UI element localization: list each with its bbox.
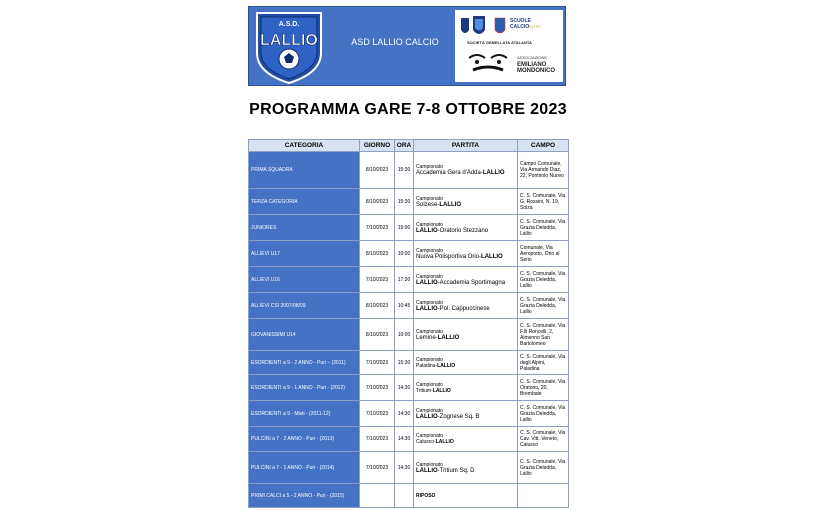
team-lallio: LALLIO — [435, 439, 454, 445]
table-row — [249, 401, 569, 427]
cell-giorno: 8/10/2023 — [360, 152, 395, 189]
cell-ora: 14:30 — [395, 427, 414, 452]
team-away: -Zognese Sq. B — [437, 413, 480, 420]
cell-campo: C. S. Comunale, Via Oratorio, 20, Brembate — [518, 375, 569, 401]
cell-riposo: RIPOSO — [414, 484, 518, 508]
match-teams — [416, 388, 515, 394]
team-lallio: LALLIO — [437, 334, 460, 341]
cell-categoria: PRIMI CALCI a 5 - 2 ANNO - Puri - (2015) — [249, 484, 360, 508]
team-home: Nuova Polisportiva Orio- — [416, 253, 482, 260]
match-type: Campionato — [416, 356, 443, 363]
cell-campo: C. S. Comunale, Via Grazia Deledda, Lallio — [518, 215, 569, 241]
cell-categoria: GIOVANISSIMI U14 — [249, 319, 360, 351]
cell-categoria: ALLIEVI U16 — [249, 267, 360, 293]
match-type: Campionato — [416, 164, 443, 170]
partner-logos — [455, 10, 563, 82]
cell-campo: C. S. Comunale, Via Grazia Deledda, Lallio — [518, 293, 569, 319]
page-title: PROGRAMMA GARE 7-8 OTTOBRE 2023 — [249, 101, 567, 118]
match-type: Campionato — [416, 433, 443, 439]
cell-ora: 15:30 — [395, 152, 414, 189]
cell-partita — [414, 452, 518, 484]
table-row — [249, 189, 569, 215]
team-home: Calusco- — [416, 439, 436, 445]
team-away: -Accademia Sportimagna — [437, 279, 506, 286]
team-lallio: LALLIO — [416, 413, 438, 420]
cell-categoria: ESORDIENTI a 9 - 1 ANNO - Puri - (2012) — [249, 375, 360, 401]
cell-giorno: 7/10/2023 — [360, 452, 395, 484]
cell-partita — [414, 241, 518, 267]
col-header-campo: CAMPO — [518, 140, 569, 152]
club-name: ASD LALLIO CALCIO — [351, 37, 439, 47]
cell-categoria: ESORDIENTI a 9 - Misti - (2011-12) — [249, 401, 360, 427]
club-crest-logo — [251, 9, 327, 85]
cell-ora: 14:30 — [395, 452, 414, 484]
table-row — [249, 484, 569, 508]
cell-partita — [414, 152, 518, 189]
team-home: Lemine- — [416, 334, 438, 341]
match-type: Campionato — [416, 407, 443, 414]
cell-giorno: 7/10/2023 — [360, 267, 395, 293]
cell-giorno: 8/10/2023 — [360, 241, 395, 267]
cell-giorno: 7/10/2023 — [360, 375, 395, 401]
table-row — [249, 293, 569, 319]
gemellata-label: SOCIETÀ GEMELLATA ATALANTA — [467, 40, 532, 45]
match-teams — [416, 439, 515, 445]
cell-ora: 17:30 — [395, 267, 414, 293]
table-row — [249, 152, 569, 189]
match-teams — [416, 468, 515, 474]
cell-ora: 15:30 — [395, 189, 414, 215]
cell-ora: 15:30 — [395, 351, 414, 375]
table-row — [249, 375, 569, 401]
match-type: Campionato — [416, 273, 443, 280]
cell-campo: C. S. Comunale, Via Grazia Deledda, Lallio — [518, 452, 569, 484]
table-row — [249, 215, 569, 241]
match-type: Campionato — [416, 299, 443, 306]
team-lallio: LALLIO — [432, 387, 451, 394]
cell-partita — [414, 267, 518, 293]
team-lallio: LALLIO — [416, 305, 438, 312]
cell-campo: C. S. Comunale, Via Grazia Deledda, Lallio — [518, 267, 569, 293]
cell-categoria: JUNIORES — [249, 215, 360, 241]
cell-categoria: PRIMA SQUADRA — [249, 152, 360, 189]
table-row — [249, 319, 569, 351]
cell-ora: 10:00 — [395, 241, 414, 267]
match-type: Campionato — [416, 247, 443, 254]
cell-giorno: 7/10/2023 — [360, 351, 395, 375]
cell-ora: 14:30 — [395, 401, 414, 427]
cell-partita — [414, 189, 518, 215]
cell-campo — [518, 484, 569, 508]
cell-categoria: ESORDIENTI a 9 - 2 ANNO - Puri – (2011) — [249, 351, 360, 375]
cell-campo: C. S. Comunale, Via G. Rossini, N. 19, Solza — [518, 189, 569, 215]
col-header-partita: PARTITA — [414, 140, 518, 152]
match-teams — [416, 414, 515, 420]
team-away: -Tritium Sq. D — [437, 467, 475, 474]
cell-ora: 15:00 — [395, 215, 414, 241]
cell-categoria: ALLIEVI CSI 2007/08/09 — [249, 293, 360, 319]
cell-giorno: 7/10/2023 — [360, 401, 395, 427]
cell-partita — [414, 319, 518, 351]
match-teams — [416, 363, 515, 369]
cell-partita — [414, 215, 518, 241]
match-teams — [416, 170, 515, 176]
cell-partita — [414, 375, 518, 401]
team-home: Tritium- — [416, 387, 433, 394]
mondonico-face-logo — [463, 52, 513, 76]
table-row — [249, 267, 569, 293]
svg-text:LALLIO: LALLIO — [260, 32, 318, 49]
cell-ora: 10:00 — [395, 319, 414, 351]
cell-ora — [395, 484, 414, 508]
cell-categoria: TERZA CATEGORIA — [249, 189, 360, 215]
table-row — [249, 351, 569, 375]
team-lallio: LALLIO — [437, 362, 456, 369]
cell-campo: C. S. Comunale, Via Cav. Vitt. Veneto, Calusco — [518, 427, 569, 452]
svg-text:CALCIO: CALCIO — [510, 24, 530, 30]
cell-campo: C. S. Comunale, Via F.lli Roncelli, 2, Almenno San Bartolomeo — [518, 319, 569, 351]
match-type: Campionato — [416, 461, 443, 468]
svg-text:A.S.D.: A.S.D. — [278, 21, 300, 28]
col-header-giorno: GIORNO — [360, 140, 395, 152]
cell-categoria: ALLIEVI U17 — [249, 241, 360, 267]
cell-campo: C. S. Comunale, Via Grazia Deledda, Lallio — [518, 401, 569, 427]
cell-giorno: 8/10/2023 — [360, 293, 395, 319]
team-lallio: LALLIO — [416, 467, 438, 474]
cell-campo: C. S. Comunale, Via degli Alpini, Paladina — [518, 351, 569, 375]
team-lallio: LALLIO — [416, 227, 438, 234]
cell-partita — [414, 427, 518, 452]
cell-ora: 10:45 — [395, 293, 414, 319]
match-type: Campionato — [416, 221, 443, 228]
cell-ora: 14:30 — [395, 375, 414, 401]
team-home: Paladina- — [416, 362, 438, 369]
team-lallio: LALLIO — [481, 253, 503, 260]
table-row — [249, 427, 569, 452]
svg-text:SCUOLE: SCUOLE — [510, 18, 531, 24]
cell-categoria: PULCINI a 7 - 2 ANNO - Puri - (2013) — [249, 427, 360, 452]
schedule-table — [248, 139, 569, 508]
team-away: -Pol. Cappuccinese — [437, 305, 490, 312]
team-lallio: LALLIO — [482, 170, 505, 176]
match-type: Campionato — [416, 195, 443, 202]
cell-giorno: 8/10/2023 — [360, 319, 395, 351]
team-away: -Oratorio Stezzano — [437, 227, 489, 234]
table-row — [249, 241, 569, 267]
cell-giorno: 7/10/2023 — [360, 427, 395, 452]
cell-partita — [414, 351, 518, 375]
match-teams — [416, 280, 515, 286]
cell-categoria: PULCINI a 7 - 1 ANNO - Puri - (2014) — [249, 452, 360, 484]
header-banner — [248, 6, 566, 86]
col-header-ora: ORA — [395, 140, 414, 152]
cell-giorno — [360, 484, 395, 508]
cell-partita — [414, 293, 518, 319]
svg-text:ELITE: ELITE — [529, 24, 541, 29]
cell-giorno: 7/10/2023 — [360, 215, 395, 241]
match-teams — [416, 202, 515, 208]
match-teams — [416, 228, 515, 234]
cell-partita — [414, 401, 518, 427]
team-lallio: LALLIO — [416, 279, 438, 286]
cell-giorno: 8/10/2023 — [360, 189, 395, 215]
table-row — [249, 452, 569, 484]
assoc-name: EMILIANO MONDONICO — [517, 62, 555, 74]
team-home: Accademia Gera d'Adda- — [416, 170, 483, 176]
match-teams — [416, 335, 515, 341]
cell-campo: Campo Comunale, Via Armando Diaz, 22, Pontirolo Nuovo — [518, 152, 569, 189]
team-lallio: LALLIO — [439, 201, 462, 208]
match-type: Campionato — [416, 381, 443, 388]
assoc-label: ASSOCIAZIONE — [517, 55, 548, 60]
match-teams — [416, 254, 515, 260]
cell-campo: Comunale, Via Aeroporto, Orio al Serio — [518, 241, 569, 267]
col-header-categoria: CATEGORIA — [249, 140, 360, 152]
table-header-row — [249, 140, 569, 152]
team-home: Solzese- — [416, 201, 440, 208]
match-type: Campionato — [416, 328, 443, 335]
match-teams — [416, 306, 515, 312]
